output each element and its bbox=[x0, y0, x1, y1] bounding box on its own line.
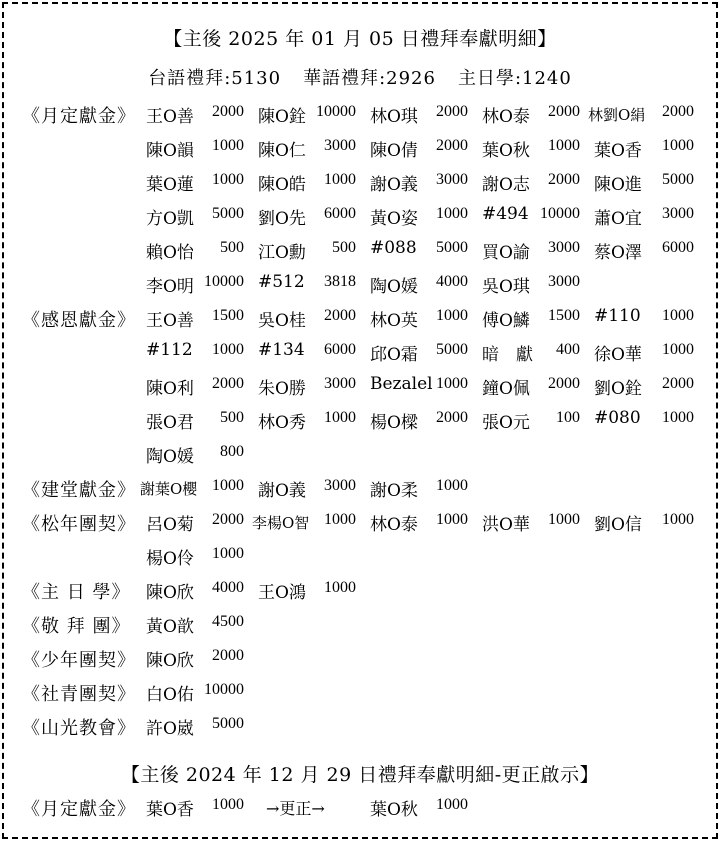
donation-amount: 6000 bbox=[324, 341, 356, 358]
donor-name: 李O明 bbox=[146, 277, 194, 297]
donor-name: 葉O蓮 bbox=[146, 175, 194, 195]
donation-amount: 1000 bbox=[212, 341, 244, 358]
donor-name: 許O崴 bbox=[146, 719, 194, 739]
donor-name: 葉O香 bbox=[594, 141, 642, 161]
donation-amount: 2000 bbox=[662, 375, 694, 392]
category-label: 《山光教會》 bbox=[22, 718, 136, 739]
donor-name: 陳O倩 bbox=[370, 141, 418, 161]
correction-title: 【主後 2024 年 12 月 29 日禮拜奉獻明細-更正啟示】 bbox=[120, 764, 600, 786]
donation-amount: 3000 bbox=[324, 477, 356, 494]
donor-name: 賴O怡 bbox=[146, 243, 194, 263]
donor-name: 陳O銓 bbox=[258, 107, 306, 127]
category-label: 《松年團契》 bbox=[22, 514, 136, 535]
donation-amount: 1000 bbox=[324, 579, 356, 596]
donation-amount: 3818 bbox=[324, 273, 356, 290]
donor-name: #494 bbox=[482, 204, 529, 224]
donation-amount: 3000 bbox=[548, 239, 580, 256]
donor-name: 陳O利 bbox=[146, 379, 194, 399]
donor-name: 蔡O澤 bbox=[594, 243, 642, 263]
correction-category-label: 《月定獻金》 bbox=[22, 799, 136, 820]
donor-name: 傅O鱗 bbox=[482, 311, 530, 331]
donor-name: 陳O進 bbox=[594, 175, 642, 195]
donor-name: 林O秀 bbox=[258, 413, 306, 433]
category-label: 《社青團契》 bbox=[22, 684, 136, 705]
category-label: 《敬 拜 團》 bbox=[22, 616, 131, 637]
donor-name: 蕭O宜 bbox=[594, 209, 642, 229]
donor-name: 劉O先 bbox=[258, 209, 306, 229]
donation-amount: 2000 bbox=[212, 375, 244, 392]
correction-from-amount: 1000 bbox=[212, 796, 244, 813]
donor-name: 謝O柔 bbox=[370, 481, 418, 501]
donor-name: 林劉O絹 bbox=[588, 106, 646, 124]
donor-name: #080 bbox=[594, 408, 641, 428]
donor-name: 楊O伶 bbox=[146, 549, 194, 569]
donor-name: 陳O欣 bbox=[146, 651, 194, 671]
donation-amount: 500 bbox=[220, 409, 244, 426]
category-label: 《少年團契》 bbox=[22, 650, 136, 671]
donor-name: 林O泰 bbox=[482, 107, 530, 127]
donation-amount: 1000 bbox=[548, 511, 580, 528]
donation-amount: 2000 bbox=[436, 409, 468, 426]
donation-amount: 5000 bbox=[662, 171, 694, 188]
donation-amount: 10000 bbox=[204, 681, 244, 698]
donation-amount: 3000 bbox=[324, 375, 356, 392]
donor-name: 陳O仁 bbox=[258, 141, 306, 161]
donor-name: 張O君 bbox=[146, 413, 194, 433]
donor-name: 呂O菊 bbox=[146, 515, 194, 535]
donation-amount: 3000 bbox=[548, 273, 580, 290]
donation-amount: 10000 bbox=[316, 103, 356, 120]
donor-name: 陳O欣 bbox=[146, 583, 194, 603]
attendance-value: :5130 bbox=[224, 68, 282, 89]
page-title: 【主後 2025 年 01 月 05 日禮拜奉獻明細】 bbox=[163, 28, 557, 50]
attendance-summary bbox=[0, 64, 720, 90]
donor-name: 朱O勝 bbox=[258, 379, 306, 399]
donation-amount: 100 bbox=[556, 409, 580, 426]
donation-amount: 1500 bbox=[548, 307, 580, 324]
donor-name: 張O元 bbox=[482, 413, 530, 433]
donor-name: Bezalel bbox=[370, 374, 433, 394]
donor-name: 楊O樑 bbox=[370, 413, 418, 433]
donor-name: 王O善 bbox=[146, 311, 194, 331]
category-label: 《建堂獻金》 bbox=[22, 480, 136, 501]
donation-amount: 500 bbox=[220, 239, 244, 256]
donation-amount: 2000 bbox=[436, 103, 468, 120]
correction-to-amount: 1000 bbox=[436, 796, 468, 813]
donation-amount: 4000 bbox=[212, 579, 244, 596]
donor-name: 黃O姿 bbox=[370, 209, 418, 229]
donation-amount: 2000 bbox=[212, 103, 244, 120]
donation-amount: 1000 bbox=[212, 137, 244, 154]
attendance-label: 華語禮拜 bbox=[303, 68, 380, 89]
donor-name: #088 bbox=[370, 238, 417, 258]
donor-name: 陶O媛 bbox=[370, 277, 418, 297]
donor-name: 劉O銓 bbox=[594, 379, 642, 399]
donation-amount: 400 bbox=[556, 341, 580, 358]
donor-name: #110 bbox=[594, 306, 641, 326]
donation-amount: 2000 bbox=[436, 137, 468, 154]
donor-name: 林O英 bbox=[370, 311, 418, 331]
donor-name: 洪O華 bbox=[482, 515, 530, 535]
category-label: 《感恩獻金》 bbox=[22, 310, 136, 331]
donor-name: 謝O義 bbox=[370, 175, 418, 195]
donor-name: 白O佑 bbox=[146, 685, 194, 705]
donation-amount: 6000 bbox=[662, 239, 694, 256]
donation-amount: 1000 bbox=[324, 171, 356, 188]
donation-amount: 1000 bbox=[212, 545, 244, 562]
donation-amount: 1000 bbox=[324, 511, 356, 528]
donor-name: 陳O韻 bbox=[146, 141, 194, 161]
donor-name: #134 bbox=[258, 340, 305, 360]
donor-name: 謝O志 bbox=[482, 175, 530, 195]
donor-name: 方O凱 bbox=[146, 209, 194, 229]
donor-name: #512 bbox=[258, 272, 305, 292]
donation-amount: 1500 bbox=[212, 307, 244, 324]
donation-amount: 1000 bbox=[324, 409, 356, 426]
donation-amount: 500 bbox=[332, 239, 356, 256]
donor-name: 王O鴻 bbox=[258, 583, 306, 603]
category-label: 《主 日 學》 bbox=[22, 582, 131, 603]
donation-amount: 1000 bbox=[436, 307, 468, 324]
donation-amount: 4000 bbox=[436, 273, 468, 290]
correction-from-name: 葉O香 bbox=[146, 800, 194, 820]
donation-amount: 2000 bbox=[548, 103, 580, 120]
attendance-label: 台語禮拜 bbox=[148, 68, 225, 89]
donation-amount: 2000 bbox=[548, 375, 580, 392]
donation-amount: 1000 bbox=[436, 477, 468, 494]
donation-amount: 1000 bbox=[212, 477, 244, 494]
donor-name: 王O善 bbox=[146, 107, 194, 127]
donation-amount: 2000 bbox=[212, 511, 244, 528]
donation-amount: 5000 bbox=[436, 239, 468, 256]
category-label: 《月定獻金》 bbox=[22, 106, 136, 127]
donation-amount: 5000 bbox=[436, 341, 468, 358]
donor-name: 黃O歆 bbox=[146, 617, 194, 637]
donor-name: 暗 獻 bbox=[482, 345, 533, 365]
donor-name: 林O琪 bbox=[370, 107, 418, 127]
donation-amount: 1000 bbox=[436, 205, 468, 222]
donor-name: 陶O媛 bbox=[146, 447, 194, 467]
attendance-value: :2926 bbox=[379, 68, 436, 89]
donation-amount: 2000 bbox=[548, 171, 580, 188]
donor-name: 李楊O智 bbox=[252, 514, 310, 532]
donation-amount: 1000 bbox=[662, 511, 694, 528]
donation-amount: 10000 bbox=[204, 273, 244, 290]
attendance-value: :1240 bbox=[514, 68, 572, 89]
donor-name: 謝葉O櫻 bbox=[140, 480, 198, 498]
donation-amount: 800 bbox=[220, 443, 244, 460]
donation-amount: 1000 bbox=[436, 511, 468, 528]
donation-amount: 1000 bbox=[662, 137, 694, 154]
donation-amount: 1000 bbox=[662, 409, 694, 426]
donation-amount: 1000 bbox=[212, 171, 244, 188]
attendance-label: 主日學 bbox=[457, 68, 515, 89]
donor-name: 鐘O佩 bbox=[482, 379, 530, 399]
donor-name: 吳O琪 bbox=[482, 277, 530, 297]
donor-name: 陳O皓 bbox=[258, 175, 306, 195]
donor-name: 買O諭 bbox=[482, 243, 530, 263]
donation-amount: 10000 bbox=[540, 205, 580, 222]
donation-amount: 3000 bbox=[436, 171, 468, 188]
donor-name: 謝O義 bbox=[258, 481, 306, 501]
correction-arrow-text: →更正→ bbox=[266, 799, 325, 818]
donor-name: #112 bbox=[146, 340, 193, 360]
donation-amount: 5000 bbox=[212, 715, 244, 732]
donation-amount: 6000 bbox=[324, 205, 356, 222]
donor-name: 劉O信 bbox=[594, 515, 642, 535]
donation-amount: 3000 bbox=[324, 137, 356, 154]
donor-name: 葉O秋 bbox=[482, 141, 530, 161]
donor-name: 邱O霜 bbox=[370, 345, 418, 365]
donation-amount: 2000 bbox=[662, 103, 694, 120]
correction-to-name: 葉O秋 bbox=[370, 800, 418, 820]
donation-amount: 5000 bbox=[212, 205, 244, 222]
donor-name: 林O泰 bbox=[370, 515, 418, 535]
donation-amount: 4500 bbox=[212, 613, 244, 630]
donation-amount: 2000 bbox=[324, 307, 356, 324]
donation-amount: 1000 bbox=[662, 307, 694, 324]
donation-amount: 1000 bbox=[436, 375, 468, 392]
donor-name: 江O勳 bbox=[258, 243, 306, 263]
donor-name: 吳O桂 bbox=[258, 311, 306, 331]
donation-amount: 2000 bbox=[212, 647, 244, 664]
donor-name: 徐O華 bbox=[594, 345, 642, 365]
donation-amount: 1000 bbox=[548, 137, 580, 154]
donation-amount: 1000 bbox=[662, 341, 694, 358]
donation-amount: 3000 bbox=[662, 205, 694, 222]
